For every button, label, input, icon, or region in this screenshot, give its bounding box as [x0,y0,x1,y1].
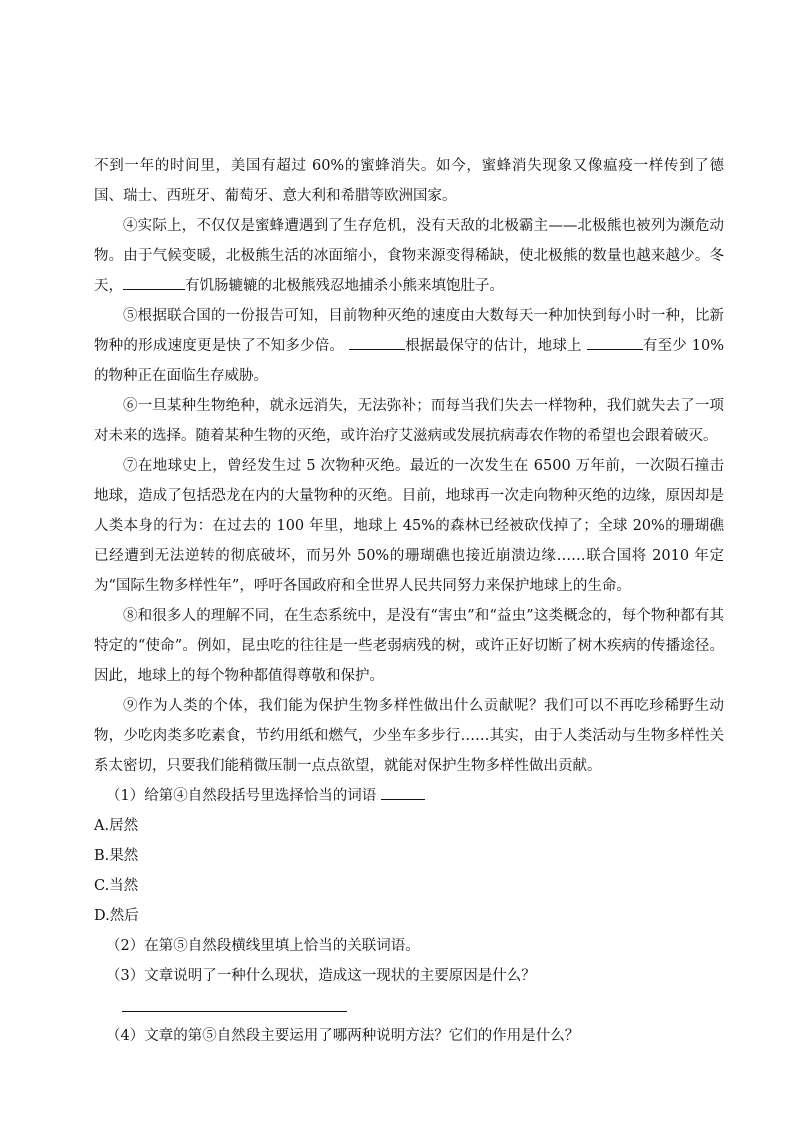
paragraph-4-text-a: ④实际上，不仅仅是蜜蜂遭遇到了生存危机，没有天敌的北极霸主——北极熊也被列为濒危动物。由于气候变暖，北极熊生活的冰面缩小，食物来源变得稀缺，使北极熊的数量也越来越少。冬天， [94,218,724,294]
option-b[interactable]: B.果然 [94,848,139,864]
paragraph-6: ⑥一旦某种生物绝种，就永远消失，无法弥补；而每当我们失去一样物种，我们就失去了一项对未来的选择。随着某种生物的灭绝，或许治疗艾滋病或发展抗病毒农作物的希望也会跟着破灭。 [94,398,724,444]
paragraph-4-text-b: 有饥肠辘辘的北极熊残忍地捕杀小熊来填饱肚子。 [185,278,504,294]
paragraph-5-text-c: 有至少 10%的物种正在面临生存威胁。 [94,338,725,384]
question-3-answer-line[interactable] [94,991,724,1021]
document-content [94,151,724,1051]
option-c[interactable]: C.当然 [94,878,139,894]
question-2: （2）在第⑤自然段横线里填上恰当的关联词语。 [106,938,420,954]
paragraph-7: ⑦在地球史上，曾经发生过 5 次物种灭绝。最近的一次发生在 6500 万年前，一次陨石撞击地球，造成了包括恐龙在内的大量物种的灭绝。目前，地球再一次走向物种灭绝的边缘，原因却是人类本身的行为：在过去的 100 年里，地球上 45%的森林已经被砍伐掉了；全球 20%的珊瑚礁已经遭到无法逆转的彻底破坏，而另外 50%的珊瑚礁也接近崩溃边缘……联合国将 2010 年定为“国际生物多样性年”，呼吁各国政府和全世界人民共同努力来保护地球上的生命。 [94,458,724,594]
question-1-text: （1）给第④自然段括号里选择恰当的词语 [106,788,377,804]
answer-underline [122,1011,347,1012]
paragraph-5-text-a: ⑤根据联合国的一份报告可知，目前物种灭绝的速度由大数每天一种加快到每小时一种，比新物种的形成速度更是快了不知多少倍。 [94,308,724,354]
paragraph-4 [94,211,724,301]
paragraph-5 [94,301,724,391]
paragraph-5-blank-1[interactable] [349,333,405,350]
question-1 [94,781,724,811]
paragraph-4-blank[interactable] [123,273,185,290]
question-4: （4）文章的第⑤自然段主要运用了哪两种说明方法？它们的作用是什么？ [106,1028,580,1044]
paragraph-5-text-b: 根据最保守的估计，地球上 [404,338,582,354]
option-a[interactable]: A.居然 [94,818,139,834]
paragraph-3-tail: 不到一年的时间里，美国有超过 60%的蜜蜂消失。如今，蜜蜂消失现象又像瘟疫一样传到了德国、瑞士、西班牙、葡萄牙、意大利和希腊等欧洲国家。 [94,158,724,204]
option-d[interactable]: D.然后 [94,908,139,924]
paragraph-9: ⑨作为人类的个体，我们能为保护生物多样性做出什么贡献呢？我们可以不再吃珍稀野生动物，少吃肉类多吃素食，节约用纸和燃气，少坐车多步行……其实，由于人类活动与生物多样性关系太密切，只要我们能稍微压制一点点欲望，就能对保护生物多样性做出贡献。 [94,698,724,774]
paragraph-8: ⑧和很多人的理解不同，在生态系统中，是没有“害虫”和“益虫”这类概念的，每个物种都有其特定的“使命”。例如，昆虫吃的往往是一些老弱病残的树，或许正好切断了树木疾病的传播途径。因此，地球上的每个物种都值得尊敬和保护。 [94,608,724,684]
question-3: （3）文章说明了一种什么现状，造成这一现状的主要原因是什么？ [106,968,536,984]
question-1-answer-blank[interactable] [381,783,425,800]
paragraph-5-blank-2[interactable] [587,333,643,350]
